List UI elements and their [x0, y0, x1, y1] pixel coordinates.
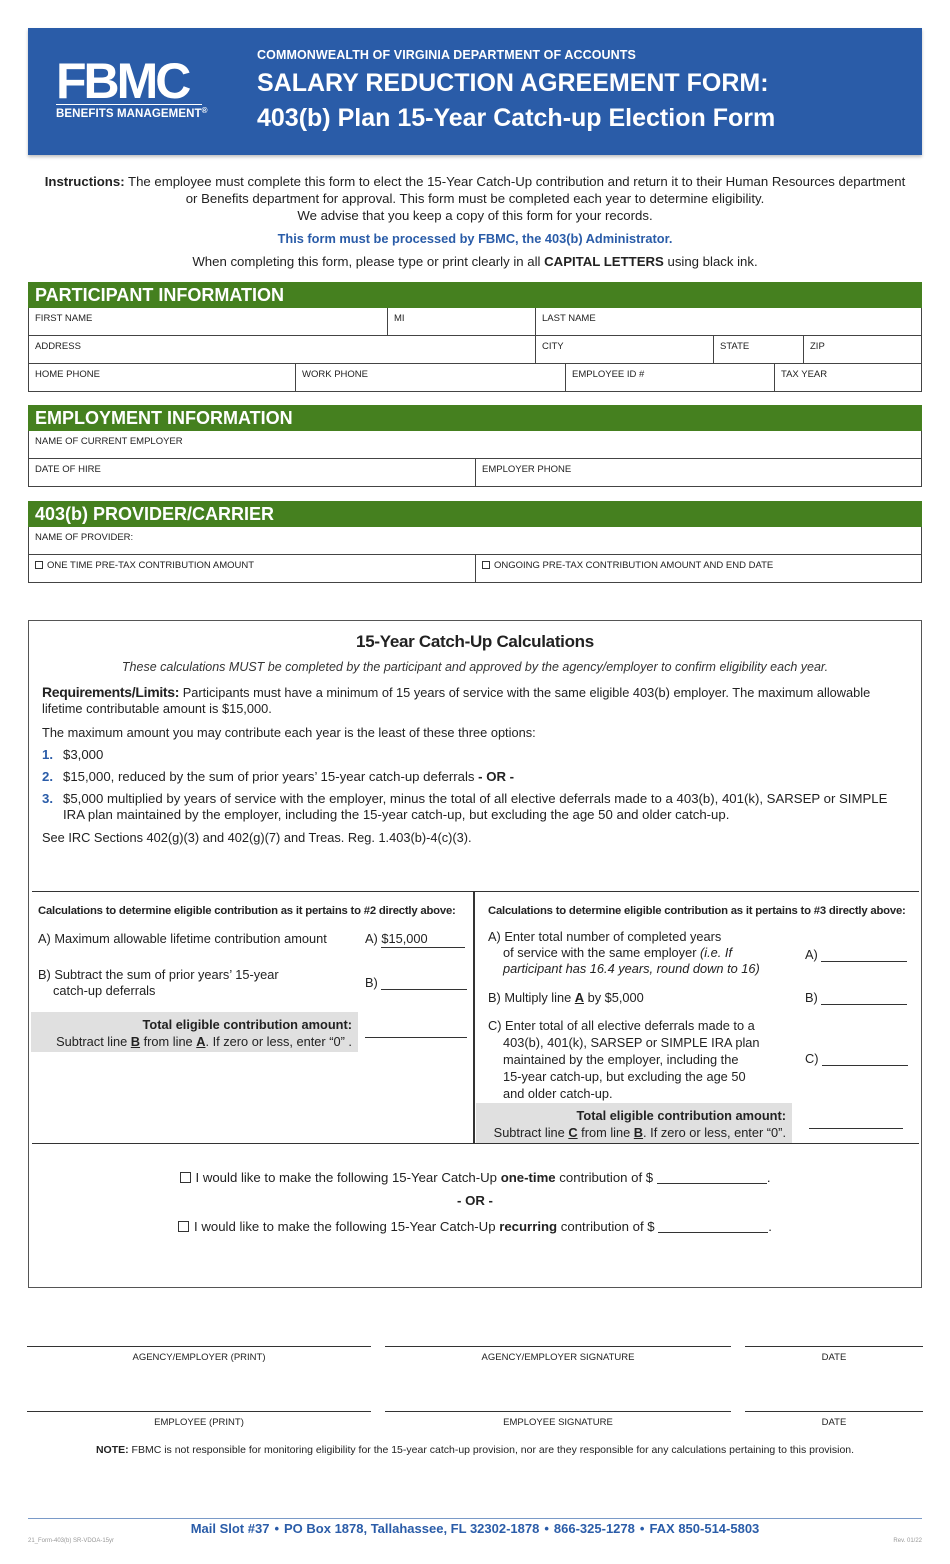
form-number: 21_Form-403(b) SR-VDOA-15yr	[28, 1538, 115, 1544]
calculations-title: 15-Year Catch-Up Calculations	[356, 632, 594, 651]
left-a-label: A)	[365, 931, 378, 946]
right-a-label: A)	[805, 947, 818, 962]
right-c-text3: maintained by the employer, including the	[503, 1052, 739, 1067]
footer-phone: 866-325-1278	[553, 1521, 635, 1536]
left-total-label: Total eligible contribution amount:	[142, 1017, 352, 1032]
requirements-text: Participants must have a minimum of 15 years of service with the same eligible 403(b) employer. The maximum allowable lifetime contributable amount is $15,000.	[42, 685, 871, 716]
left-total-pre: Subtract line	[56, 1034, 131, 1049]
calc-grid-top-rule	[32, 891, 919, 892]
right-b-post: by $5,000	[584, 990, 644, 1005]
left-b-text2: catch-up deferrals	[53, 983, 156, 998]
tax-year-field[interactable]: TAX YEAR	[774, 364, 921, 391]
one-time-election-pre: I would like to make the following 15-Year Catch-Up	[195, 1170, 501, 1185]
first-name-field[interactable]: FIRST NAME	[35, 313, 93, 324]
department-name: COMMONWEALTH OF VIRGINIA DEPARTMENT OF ACCOUNTS	[257, 48, 636, 62]
ongoing-checkbox[interactable]	[482, 561, 490, 569]
agency-signature-line[interactable]	[385, 1346, 731, 1347]
one-time-option[interactable]	[29, 555, 475, 582]
right-a-italic1: (i.e. If	[700, 945, 733, 960]
recurring-election: I would like to make the following 15-Year Catch-Up recurring contribution of $ .	[29, 1219, 921, 1234]
employment-row-employer	[28, 431, 922, 459]
requirements-label: Requirements/Limits:	[42, 684, 180, 700]
participant-row-phone	[28, 364, 922, 392]
agency-signature-label: AGENCY/EMPLOYER SIGNATURE	[481, 1352, 635, 1363]
calculations-box	[28, 620, 922, 1288]
disclaimer-note	[40, 1444, 910, 1456]
recurring-election-post: contribution of $	[557, 1219, 655, 1234]
logo-subtitle: BENEFITS MANAGEMENT	[56, 108, 202, 120]
agency-print-line[interactable]	[27, 1346, 371, 1347]
city-field[interactable]: CITY	[535, 336, 713, 363]
right-total-label: Total eligible contribution amount:	[576, 1108, 786, 1123]
option-2	[42, 769, 902, 785]
logo-word: FBMC	[56, 53, 189, 109]
right-total-box	[476, 1103, 792, 1143]
one-time-election-checkbox[interactable]	[180, 1172, 191, 1183]
ongoing-option[interactable]	[475, 555, 921, 582]
instructions-label: Instructions:	[44, 174, 125, 189]
left-b-label: B)	[365, 975, 378, 990]
right-c-label: C)	[805, 1051, 819, 1066]
instructions	[40, 173, 910, 224]
left-total-mid: from line	[140, 1034, 197, 1049]
employee-id-field[interactable]: EMPLOYEE ID #	[565, 364, 774, 391]
one-time-election-bold: one-time	[500, 1170, 556, 1185]
instructions-text: The employee must complete this form to elect the 15-Year Catch-Up contribution and return it to their Human Resources department or Benefits department for approval. This form must be completed each year to determine eligibility.	[124, 174, 906, 206]
right-calc-heading: Calculations to determine eligible contribution as it pertains to #3 directly above:	[488, 905, 906, 917]
capital-letters-notice	[40, 254, 910, 269]
one-time-amount-field[interactable]	[657, 1172, 767, 1184]
option-3-number: 3.	[42, 791, 53, 806]
employment-section	[28, 405, 922, 487]
right-total-c: C	[568, 1125, 578, 1140]
right-b-value-field[interactable]	[821, 992, 907, 1005]
note-label: NOTE:	[95, 1444, 129, 1456]
right-c-text4: 15-year catch-up, but excluding the age 50	[503, 1069, 746, 1084]
right-a-italic2: participant has 16.4 years, round down to 16)	[503, 961, 760, 976]
provider-section	[28, 501, 922, 583]
zip-field[interactable]: ZIP	[803, 336, 921, 363]
option-3	[42, 791, 902, 823]
option-3-text: $5,000 multiplied by years of service with the employer, minus the total of all elective deferrals made to a 403(b), 401(k), SARSEP or SIMPLE IRA plan maintained by the employer, including the 15-year catch-up, but excluding the age 50 and older catch-up.	[63, 791, 888, 822]
left-b-value-field[interactable]	[381, 977, 467, 990]
employee-signature-label: EMPLOYEE SIGNATURE	[503, 1417, 613, 1428]
right-b-answer	[805, 990, 907, 1006]
right-c-text1: C) Enter total of all elective deferrals made to a	[488, 1018, 755, 1033]
provider-name-field[interactable]: NAME OF PROVIDER:	[35, 532, 134, 543]
employee-signature-line[interactable]	[385, 1411, 731, 1412]
right-c-answer	[805, 1051, 908, 1067]
right-total-field[interactable]	[809, 1115, 903, 1129]
left-total-post: . If zero or less, enter “0” .	[205, 1034, 352, 1049]
footer-contact	[0, 1521, 950, 1536]
right-c-text	[488, 1017, 760, 1102]
recurring-election-bold: recurring	[499, 1219, 558, 1234]
employment-row-hire	[28, 459, 922, 487]
calculations-subtitle: These calculations MUST be completed by the participant and approved by the agency/employer to confirm eligibility each year.	[121, 660, 829, 674]
revision-date: Rev. 01/22	[893, 1538, 922, 1544]
left-b-text	[38, 967, 279, 999]
work-phone-field[interactable]: WORK PHONE	[295, 364, 565, 391]
right-a-value-field[interactable]	[821, 949, 907, 962]
date-label-1: DATE	[821, 1352, 847, 1363]
date-label-2: DATE	[821, 1417, 847, 1428]
last-name-field[interactable]: LAST NAME	[535, 308, 921, 335]
left-a-value-field[interactable]: $15,000	[381, 931, 465, 948]
left-b-text1: B) Subtract the sum of prior years’ 15-year	[38, 967, 279, 982]
right-total-mid: from line	[577, 1125, 634, 1140]
date-of-hire-field[interactable]: DATE OF HIRE	[35, 464, 101, 475]
calc-grid-divider	[473, 891, 475, 1144]
participant-row-address	[28, 336, 922, 364]
footer-sep-2: •	[544, 1521, 549, 1536]
option-2-text: $15,000, reduced by the sum of prior years’ 15-year catch-up deferrals	[63, 769, 475, 784]
address-field[interactable]: ADDRESS	[35, 341, 81, 352]
footer-mail-slot: Mail Slot #37	[190, 1521, 270, 1536]
calc-grid-bottom-rule	[32, 1143, 919, 1144]
form-title-line2: 403(b) Plan 15-Year Catch-up Election Form	[257, 104, 776, 132]
right-c-text5: and older catch-up.	[503, 1086, 613, 1101]
provider-heading: 403(b) PROVIDER/CARRIER	[28, 501, 922, 527]
footer-po-box: PO Box 1878, Tallahassee, FL 32302-1878	[284, 1521, 540, 1536]
option-1-text: $3,000	[63, 747, 104, 762]
right-a-text1: A) Enter total number of completed years	[488, 929, 722, 944]
right-a-text2: of service with the same employer	[503, 945, 701, 960]
date-line-2[interactable]	[745, 1411, 923, 1412]
irc-reference: See IRC Sections 402(g)(3) and 402(g)(7) and Treas. Reg. 1.403(b)-4(c)(3).	[42, 830, 472, 845]
right-total-b: B	[633, 1125, 644, 1140]
state-field[interactable]: STATE	[713, 336, 803, 363]
date-line-1[interactable]	[745, 1346, 923, 1347]
option-1-number: 1.	[42, 747, 53, 762]
right-total-pre: Subtract line	[493, 1125, 569, 1140]
mi-field[interactable]: MI	[387, 308, 535, 335]
header-banner	[28, 28, 922, 155]
form-title-line1: SALARY REDUCTION AGREEMENT FORM:	[257, 69, 769, 97]
one-time-election: I would like to make the following 15-Year Catch-Up one-time contribution of $ .	[29, 1170, 921, 1185]
option-1	[42, 747, 902, 763]
left-a-text: A) Maximum allowable lifetime contribution amount	[38, 931, 327, 946]
left-calc-heading: Calculations to determine eligible contribution as it pertains to #2 directly above:	[38, 905, 456, 917]
participant-heading: PARTICIPANT INFORMATION	[28, 282, 922, 308]
recurring-election-pre: I would like to make the following 15-Year Catch-Up	[194, 1219, 500, 1234]
right-a-text	[488, 929, 760, 977]
left-total-b: B	[130, 1034, 141, 1049]
right-total-post: . If zero or less, enter “0”.	[643, 1125, 786, 1140]
footer-rule	[28, 1518, 922, 1519]
left-total-box	[31, 1012, 358, 1052]
provider-row-options	[28, 555, 922, 583]
ongoing-label: ONGOING PRE-TAX CONTRIBUTION AMOUNT AND END DATE	[494, 560, 774, 571]
recurring-amount-field[interactable]	[658, 1221, 768, 1233]
footer-sep-3: •	[639, 1521, 645, 1536]
right-a-answer	[805, 947, 907, 963]
capital-pre: When completing this form, please type or print clearly in all	[192, 254, 545, 269]
one-time-label: ONE TIME PRE-TAX CONTRIBUTION AMOUNT	[47, 560, 255, 571]
right-b-label: B)	[805, 990, 818, 1005]
employee-print-line[interactable]	[27, 1411, 371, 1412]
footer-sep-1: •	[274, 1521, 279, 1536]
employer-name-field[interactable]: NAME OF CURRENT EMPLOYER	[35, 436, 183, 447]
right-c-text2: 403(b), 401(k), SARSEP or SIMPLE IRA plan	[503, 1035, 760, 1050]
left-total-field[interactable]	[365, 1024, 467, 1038]
employer-phone-field[interactable]: EMPLOYER PHONE	[475, 459, 921, 486]
one-time-election-post: contribution of $	[555, 1170, 654, 1185]
employment-heading: EMPLOYMENT INFORMATION	[28, 405, 922, 431]
footer-fax: FAX 850-514-5803	[649, 1521, 760, 1536]
agency-print-label: AGENCY/EMPLOYER (PRINT)	[132, 1352, 266, 1363]
left-b-answer	[365, 975, 467, 991]
note-text: FBMC is not responsible for monitoring eligibility for the 15-year catch-up provision, nor are they responsible for any calculations pertaining to this provision.	[128, 1444, 855, 1456]
election-or: - OR -	[457, 1193, 493, 1208]
recurring-election-checkbox[interactable]	[178, 1221, 189, 1232]
instructions-advice: We advise that you keep a copy of this form for your records.	[297, 208, 653, 223]
capital-post: using black ink.	[663, 254, 758, 269]
participant-section	[28, 282, 922, 392]
employee-print-label: EMPLOYEE (PRINT)	[154, 1417, 244, 1428]
option-2-or: - OR -	[474, 769, 515, 784]
right-c-value-field[interactable]	[822, 1053, 908, 1066]
fbmc-logo	[56, 53, 208, 120]
left-a-answer	[365, 931, 465, 948]
requirements	[42, 684, 910, 717]
capital-bold: CAPITAL LETTERS	[544, 254, 664, 269]
provider-row-name	[28, 527, 922, 555]
option-2-number: 2.	[42, 769, 53, 784]
max-amount-text: The maximum amount you may contribute each year is the least of these three options:	[42, 725, 536, 740]
right-b-pre: B) Multiply line	[488, 990, 575, 1005]
right-b-a: A	[574, 990, 585, 1005]
home-phone-field[interactable]: HOME PHONE	[35, 369, 100, 380]
participant-row-name	[28, 308, 922, 336]
right-b-text	[488, 990, 644, 1006]
one-time-checkbox[interactable]	[35, 561, 43, 569]
administrator-notice: This form must be processed by FBMC, the 403(b) Administrator.	[277, 231, 673, 246]
logo-registered: ®	[201, 106, 208, 115]
left-total-a: A	[196, 1034, 206, 1049]
